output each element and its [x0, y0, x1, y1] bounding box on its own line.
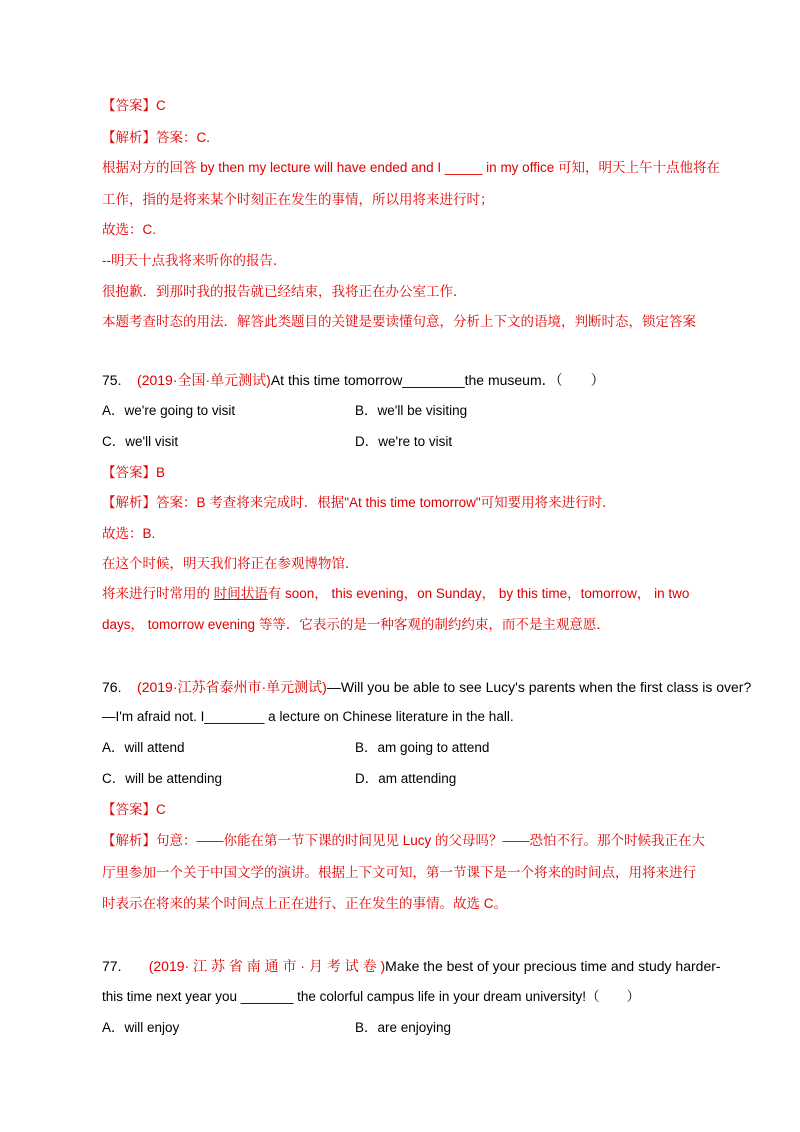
answer-value: B	[156, 465, 166, 480]
question-76-stem2: —I'm afraid not. I________ a lecture on Chinese literature in the hall.	[102, 709, 514, 724]
question-text: Make the best of your precious time and study harder-	[385, 958, 721, 974]
option-b[interactable]	[355, 739, 489, 757]
question-76-stem	[102, 678, 751, 696]
analysis-74-head	[102, 129, 210, 147]
option-text: are enjoying	[377, 1020, 452, 1035]
option-key: A．	[102, 740, 125, 755]
option-text: will enjoy	[124, 1020, 180, 1035]
option-text: we're to visit	[378, 434, 453, 449]
question-number: 75.	[102, 372, 122, 388]
analysis-text: 句意：——你能在第一节下课的时间见见 Lucy 的父母吗？——恐怕不行。那个时候我正在大	[156, 833, 706, 848]
time-adverbial-link[interactable]: 时间状语	[213, 586, 268, 601]
option-d[interactable]	[355, 770, 456, 788]
question-source: (2019·江苏省泰州市·单元测试)	[137, 679, 327, 695]
analysis-74-line5: 很抱歉．到那时我的报告就已经结束，我将正在办公室工作．	[102, 284, 467, 299]
option-text: we're going to visit	[124, 403, 236, 418]
question-text: At this time tomorrow________the museum．（ ）	[270, 372, 605, 388]
analysis-label: 【解析】	[102, 130, 156, 145]
option-c[interactable]	[102, 770, 222, 788]
option-text: will be attending	[125, 771, 223, 786]
analysis-75-line4	[102, 585, 689, 603]
question-source: (2019· 江 苏 省 南 通 市 · 月 考 试 卷 )	[148, 958, 386, 974]
option-a[interactable]	[102, 1019, 179, 1037]
answer-76	[102, 801, 166, 819]
analysis-74-line6: 本题考查时态的用法．解答此类题目的关键是要读懂句意，分析上下文的语境，判断时态，锁定答案	[102, 314, 696, 329]
analysis-label: 【解析】	[102, 833, 156, 848]
question-number: 76.	[102, 679, 122, 695]
option-key: B．	[355, 403, 378, 418]
analysis-text: 答案：B 考查将来完成时．根据"At this time tomorrow"可知要用将来进行时．	[156, 495, 616, 510]
analysis-74-line2: 工作，指的是将来某个时刻正在发生的事情，所以用将来进行时；	[102, 192, 494, 207]
option-d[interactable]	[355, 433, 452, 451]
option-a[interactable]	[102, 739, 185, 757]
question-source: (2019·全国·单元测试)	[137, 372, 271, 388]
analysis-76-line2: 厅里参加一个关于中国文学的演讲。根据上下文可知，第一节课下是一个将来的时间点，用将来进行	[102, 865, 696, 880]
question-75-stem	[102, 371, 605, 389]
option-text: will attend	[124, 740, 185, 755]
analysis-74-line4: --明天十点我将来听你的报告．	[102, 253, 287, 268]
answer-74	[102, 97, 166, 115]
option-key: B．	[355, 1020, 378, 1035]
analysis-76-head	[102, 832, 705, 850]
line-text: 有 soon， this evening，on Sunday， by this time，tomorrow， in two	[267, 586, 690, 601]
option-key: A．	[102, 403, 125, 418]
option-text: am attending	[378, 771, 457, 786]
question-77-stem	[102, 957, 721, 975]
analysis-74-line1: 根据对方的回答 by then my lecture will have ended and I _____ in my office 可知，明天上午十点他将在	[102, 160, 720, 175]
option-b[interactable]	[355, 402, 467, 420]
answer-value: C	[156, 802, 166, 817]
answer-75	[102, 464, 165, 482]
option-key: C．	[102, 771, 126, 786]
option-text: am going to attend	[377, 740, 490, 755]
analysis-75-line5: days， tomorrow evening 等等．它表示的是一种客观的制约约束，而不是主观意愿．	[102, 617, 610, 632]
option-c[interactable]	[102, 433, 178, 451]
analysis-76-line3: 时表示在将来的某个时间点上正在进行、正在发生的事情。故选 C。	[102, 896, 507, 911]
option-key: B．	[355, 740, 378, 755]
answer-label: 【答案】	[102, 802, 156, 817]
answer-label: 【答案】	[102, 98, 156, 113]
option-text: we'll be visiting	[377, 403, 468, 418]
option-key: C．	[102, 434, 126, 449]
analysis-text: 答案：C.	[156, 130, 210, 145]
line-text: 将来进行时常用的	[102, 586, 214, 601]
analysis-label: 【解析】	[102, 495, 156, 510]
question-text: —Will you be able to see Lucy's parents when the first class is over?	[326, 679, 752, 695]
option-a[interactable]	[102, 402, 235, 420]
answer-label: 【答案】	[102, 465, 156, 480]
question-77-stem2: this time next year you _______ the colorful campus life in your dream university!（ ）	[102, 989, 640, 1004]
option-key: D．	[355, 434, 379, 449]
option-text: we'll visit	[125, 434, 179, 449]
option-key: D．	[355, 771, 379, 786]
analysis-75-line3: 在这个时候，明天我们将正在参观博物馆．	[102, 556, 359, 571]
question-number: 77.	[102, 958, 122, 974]
analysis-74-line3: 故选：C.	[102, 222, 156, 237]
option-key: A．	[102, 1020, 125, 1035]
analysis-75-head	[102, 494, 616, 512]
option-b[interactable]	[355, 1019, 451, 1037]
analysis-75-line2: 故选：B.	[102, 526, 156, 541]
answer-value: C	[156, 98, 166, 113]
